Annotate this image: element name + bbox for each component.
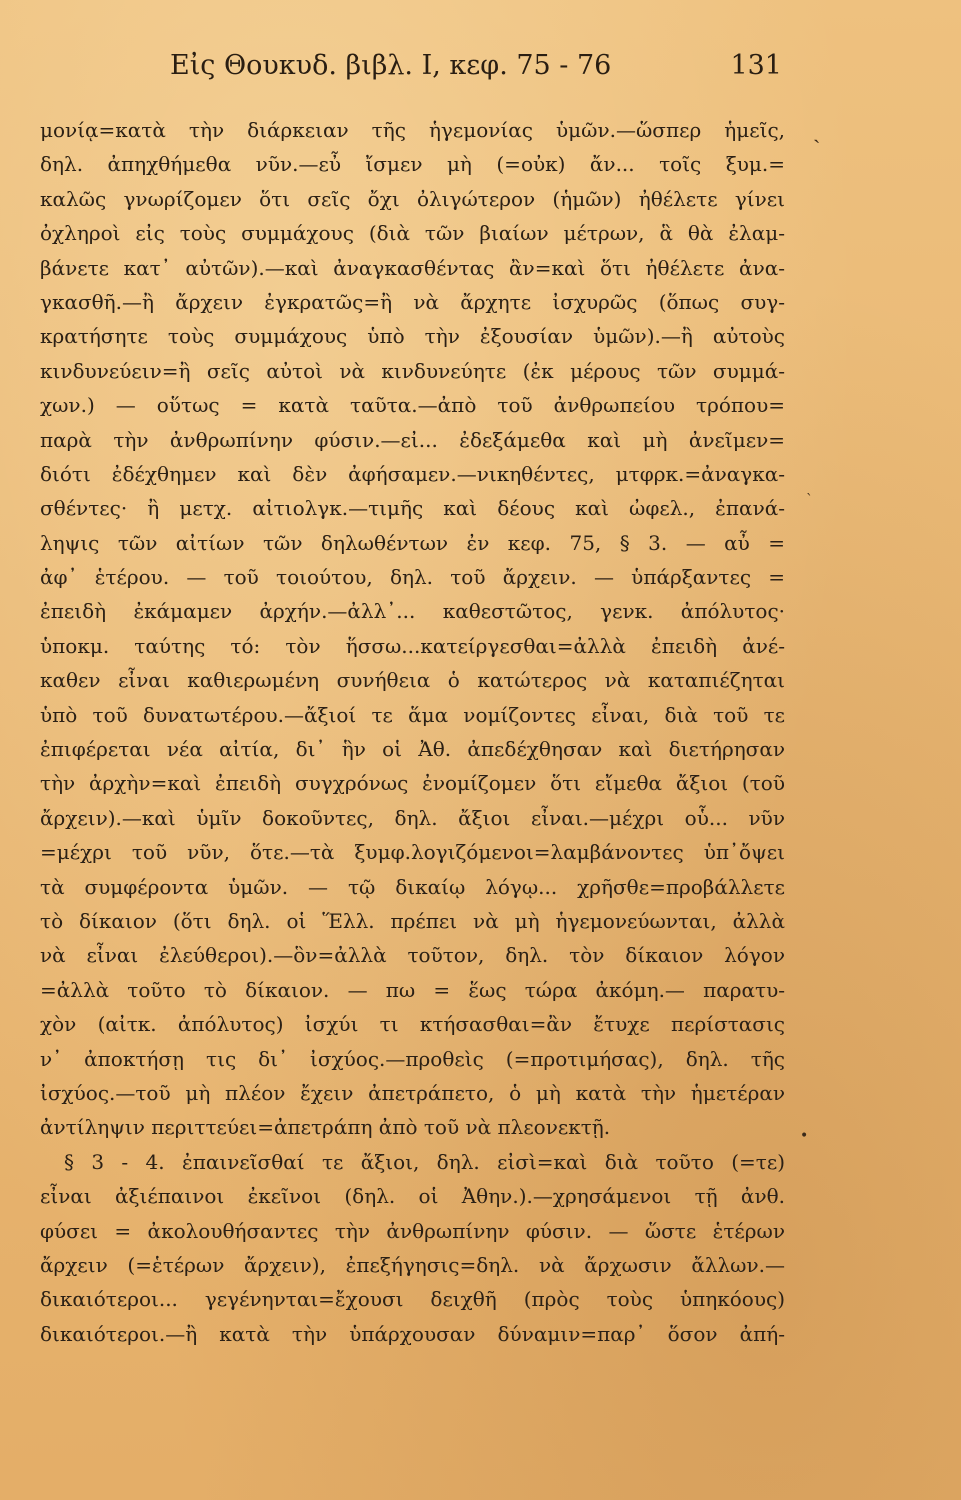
text-line: ὑπὸ τοῦ δυνατωτέρου.—ἄξιοί τε ἅμα νομίζοντες εἶναι, διὰ τοῦ τε	[40, 702, 785, 727]
text-line: ἰσχύος.—τοῦ μὴ πλέον ἔχειν ἀπετράπετο, ὁ μὴ κατὰ τὴν ἡμετέραν	[40, 1080, 785, 1105]
page-header	[170, 50, 782, 90]
text-line: ληψις τῶν αἰτίων τῶν δηλωθέντων ἐν κεφ. 75, § 3. — αὖ =	[40, 530, 785, 555]
text-line: δικαιότεροι... γεγένηνται=ἔχουσι δειχθῆ (πρὸς τοὺς ὑπηκόους)	[40, 1287, 785, 1312]
text-line: νὰ εἶναι ἐλεύθεροι).—ὃν=ἀλλὰ τοῦτον, δηλ. τὸν δίκαιον λόγον	[40, 943, 785, 968]
text-line: ἄρχειν).—καὶ ὑμῖν δοκοῦντες, δηλ. ἄξιοι εἶναι.—μέχρι οὗ... νῦν	[40, 805, 785, 830]
margin-mark: ˋ	[806, 492, 813, 508]
text-line: ἐπειδὴ ἐκάμαμεν ἀρχήν.—ἀλλ᾽... καθεστῶτος, γενκ. ἀπόλυτος·	[40, 599, 785, 624]
text-line: τὰ συμφέροντα ὑμῶν. — τῷ δικαίῳ λόγῳ... χρῆσθε=προβάλλετε	[40, 874, 785, 899]
text-line: ἄρχειν (=ἑτέρων ἄρχειν), ἐπεξήγησις=δηλ. νὰ ἄρχωσιν ἄλλων.—	[40, 1252, 785, 1277]
text-line: δηλ. ἀπηχθήμεθα νῦν.—εὖ ἴσμεν μὴ (=οὐκ) ἄν... τοῖς ξυμ.=	[40, 152, 785, 177]
margin-mark: ˏ	[813, 119, 821, 144]
text-line: χὸν (αἰτκ. ἀπόλυτος) ἰσχύι τι κτήσασθαι=ἂν ἔτυχε περίστασις	[40, 1012, 785, 1037]
text-line-section-start: § 3 - 4. ἐπαινεῖσθαί τε ἄξιοι, δηλ. εἰσὶ=καὶ διὰ τοῦτο (=τε)	[64, 1149, 785, 1174]
text-line: καλῶς γνωρίζομεν ὅτι σεῖς ὄχι ὀλιγώτερον (ἡμῶν) ἠθέλετε γίνει	[40, 186, 785, 211]
text-line: ν᾽ ἀποκτήσῃ τις δι᾽ ἰσχύος.—προθεὶς (=προτιμήσας), δηλ. τῆς	[40, 1046, 785, 1071]
text-line: καθεν εἶναι καθιερωμένη συνήθεια ὁ κατώτερος νὰ καταπιέζηται	[40, 668, 785, 693]
text-line: =ἀλλὰ τοῦτο τὸ δίκαιον. — πω = ἕως τώρα ἀκόμη.— παρατυ-	[40, 977, 785, 1002]
page-number: 131	[730, 50, 782, 81]
text-line: χων.) — οὕτως = κατὰ ταῦτα.—ἀπὸ τοῦ ἀνθρωπείου τρόπου=	[40, 393, 785, 418]
text-line: μονίᾳ=κατὰ τὴν διάρκειαν τῆς ἡγεμονίας ὑμῶν.—ὥσπερ ἡμεῖς,	[40, 118, 785, 142]
text-line: διότι ἐδέχθημεν καὶ δὲν ἀφήσαμεν.—νικηθέντες, μτφρκ.=ἀναγκα-	[40, 461, 785, 486]
text-line: φύσει = ἀκολουθήσαντες τὴν ἀνθρωπίνην φύσιν. — ὥστε ἑτέρων	[40, 1218, 785, 1243]
commentary-text	[40, 113, 785, 1351]
text-line: γκασθῆ.—ἢ ἄρχειν ἐγκρατῶς=ἢ νὰ ἄρχητε ἰσχυρῶς (ὅπως συγ-	[40, 289, 785, 314]
text-line: δικαιότεροι.—ἢ κατὰ τὴν ὑπάρχουσαν δύναμιν=παρ᾽ ὅσον ἀπή-	[40, 1321, 785, 1346]
text-line: εἶναι ἀξιέπαινοι ἐκεῖνοι (δηλ. οἱ Ἀθην.).—χρησάμενοι τῇ ἀνθ.	[40, 1184, 785, 1209]
running-title: Εἰς Θουκυδ. βιβλ. I, κεφ. 75 - 76	[170, 50, 612, 81]
text-line: ἀντίληψιν περιττεύει=ἀπετράπη ἀπὸ τοῦ νὰ πλεονεκτῇ.	[40, 1115, 611, 1140]
text-line: σθέντες· ἢ μετχ. αἰτιολγκ.—τιμῆς καὶ δέους καὶ ὠφελ., ἐπανά-	[40, 496, 785, 521]
text-line: τὸ δίκαιον (ὅτι δηλ. οἱ Ἕλλ. πρέπει νὰ μὴ ἡγεμονεύωνται, ἀλλὰ	[40, 908, 785, 933]
text-line: τὴν ἀρχὴν=καὶ ἐπειδὴ συγχρόνως ἐνομίζομεν ὅτι εἴμεθα ἄξιοι (τοῦ	[40, 771, 785, 796]
text-line: ὑποκμ. ταύτης τό: τὸν ἥσσω...κατείργεσθαι=ἀλλὰ ἐπειδὴ ἀνέ-	[40, 633, 785, 658]
text-line: παρὰ τὴν ἀνθρωπίνην φύσιν.—εἰ... ἐδεξάμεθα καὶ μὴ ἀνεῖμεν=	[40, 427, 785, 452]
text-line: ὀχληροὶ εἰς τοὺς συμμάχους (διὰ τῶν βιαίων μέτρων, ἃ θὰ ἐλαμ-	[40, 221, 785, 246]
text-line: κινδυνεύειν=ἢ σεῖς αὐτοὶ νὰ κινδυνεύητε (ἐκ μέρους τῶν συμμά-	[40, 358, 785, 383]
text-line: κρατήσητε τοὺς συμμάχους ὑπὸ τὴν ἐξουσίαν ὑμῶν).—ἢ αὐτοὺς	[40, 324, 785, 349]
margin-mark: •	[800, 1128, 809, 1144]
text-line: ἀφ᾽ ἑτέρου. — τοῦ τοιούτου, δηλ. τοῦ ἄρχειν. — ὑπάρξαντες =	[40, 565, 785, 590]
text-line: βάνετε κατ᾽ αὐτῶν).—καὶ ἀναγκασθέντας ἂν=καὶ ὅτι ἠθέλετε ἀνα-	[40, 255, 785, 280]
text-line: ἐπιφέρεται νέα αἰτία, δι᾽ ἣν οἱ Ἀθ. ἀπεδέχθησαν καὶ διετήρησαν	[40, 737, 785, 762]
text-line: =μέχρι τοῦ νῦν, ὅτε.—τὰ ξυμφ.λογιζόμενοι=λαμβάνοντες ὑπ᾽ὄψει	[40, 840, 785, 865]
